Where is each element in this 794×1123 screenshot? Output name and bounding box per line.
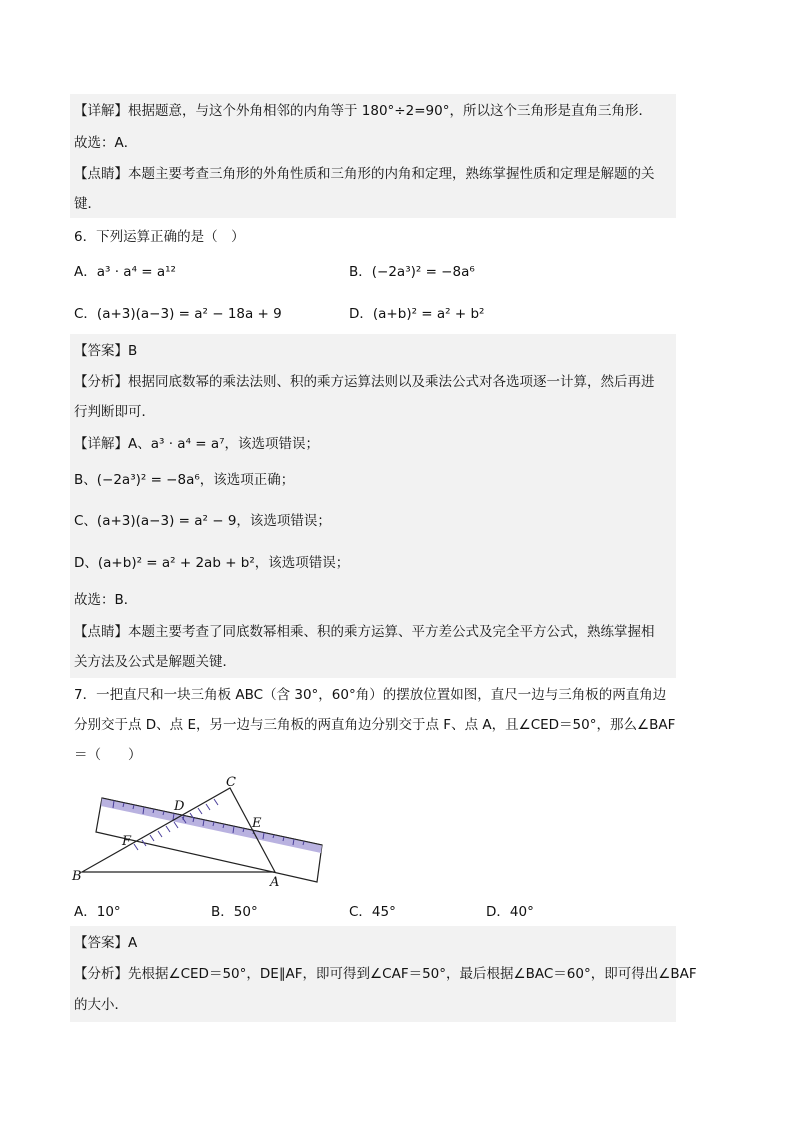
q6-option-a: A．a³ · a⁴ = a¹² bbox=[74, 264, 176, 280]
q6-option-c: C．(a+3)(a−3) = a² − 18a + 9 bbox=[74, 306, 282, 322]
label-e: E bbox=[252, 816, 262, 831]
q6-option-b: B．(−2a³)² = −8a⁶ bbox=[349, 264, 475, 280]
q6-comment: 【点睛】本题主要考查了同底数幂相乘、积的乘方运算、平方差公式及完全平方公式，熟练掌握相 bbox=[74, 624, 655, 640]
label-b: B bbox=[72, 869, 82, 884]
question-7-stem: 7．一把直尺和一块三角板 ABC（含 30°，60°角）的摆放位置如图，直尺一边与三角板的两直角边 bbox=[74, 687, 667, 703]
q7-option-c: C．45° bbox=[349, 904, 396, 920]
q6-comment-cont: 关方法及公式是解题关键． bbox=[74, 654, 236, 670]
q7-analysis-cont: 的大小． bbox=[74, 997, 128, 1013]
detail-text: 【详解】根据题意，与这个外角相邻的内角等于 180°÷2=90°，所以这个三角形是直角三角形． bbox=[74, 103, 652, 119]
q7-analysis: 【分析】先根据∠CED＝50°，DE∥AF，即可得到∠CAF＝50°，最后根据∠BAC＝60°，即可得出∠BAF bbox=[74, 966, 697, 982]
q6-detail-c: C、(a+3)(a−3) = a² − 9，该选项错误； bbox=[74, 513, 331, 529]
q6-analysis-cont: 行判断即可． bbox=[74, 404, 155, 420]
q7-option-d: D．40° bbox=[486, 904, 534, 920]
question-7-stem-end: ＝（ ） bbox=[74, 747, 142, 763]
q6-detail-d: D、(a+b)² = a² + 2ab + b²，该选项错误； bbox=[74, 555, 350, 571]
q6-analysis: 【分析】根据同底数幂的乘法法则、积的乘方运算法则以及乘法公式对各选项逐一计算，然后再进 bbox=[74, 374, 655, 390]
ruler-triangle-figure bbox=[74, 770, 334, 890]
q6-answer: 【答案】B bbox=[74, 343, 138, 359]
choose-text: 故选：A． bbox=[74, 135, 138, 151]
question-6-stem: 6．下列运算正确的是（ ） bbox=[74, 229, 245, 245]
label-c: C bbox=[226, 775, 236, 790]
label-f: F bbox=[122, 834, 132, 849]
comment-text: 【点睛】本题主要考查三角形的外角性质和三角形的内角和定理，熟练掌握性质和定理是解题的关 bbox=[74, 166, 655, 182]
q6-choose: 故选：B． bbox=[74, 592, 138, 608]
q7-answer: 【答案】A bbox=[74, 935, 138, 951]
q7-option-b: B．50° bbox=[211, 904, 258, 920]
label-d: D bbox=[174, 799, 185, 814]
q7-option-a: A．10° bbox=[74, 904, 121, 920]
q6-option-d: D．(a+b)² = a² + b² bbox=[349, 306, 485, 322]
q6-detail-a: 【详解】A、a³ · a⁴ = a⁷，该选项错误； bbox=[74, 436, 320, 452]
comment-text-cont: 键． bbox=[74, 196, 101, 212]
q6-detail-b: B、(−2a³)² = −8a⁶，该选项正确； bbox=[74, 472, 295, 488]
label-a: A bbox=[270, 875, 280, 890]
question-7-stem-cont: 分别交于点 D、点 E，另一边与三角板的两直角边分别交于点 F、点 A，且∠CED＝50°，那么∠BAF bbox=[74, 717, 676, 733]
